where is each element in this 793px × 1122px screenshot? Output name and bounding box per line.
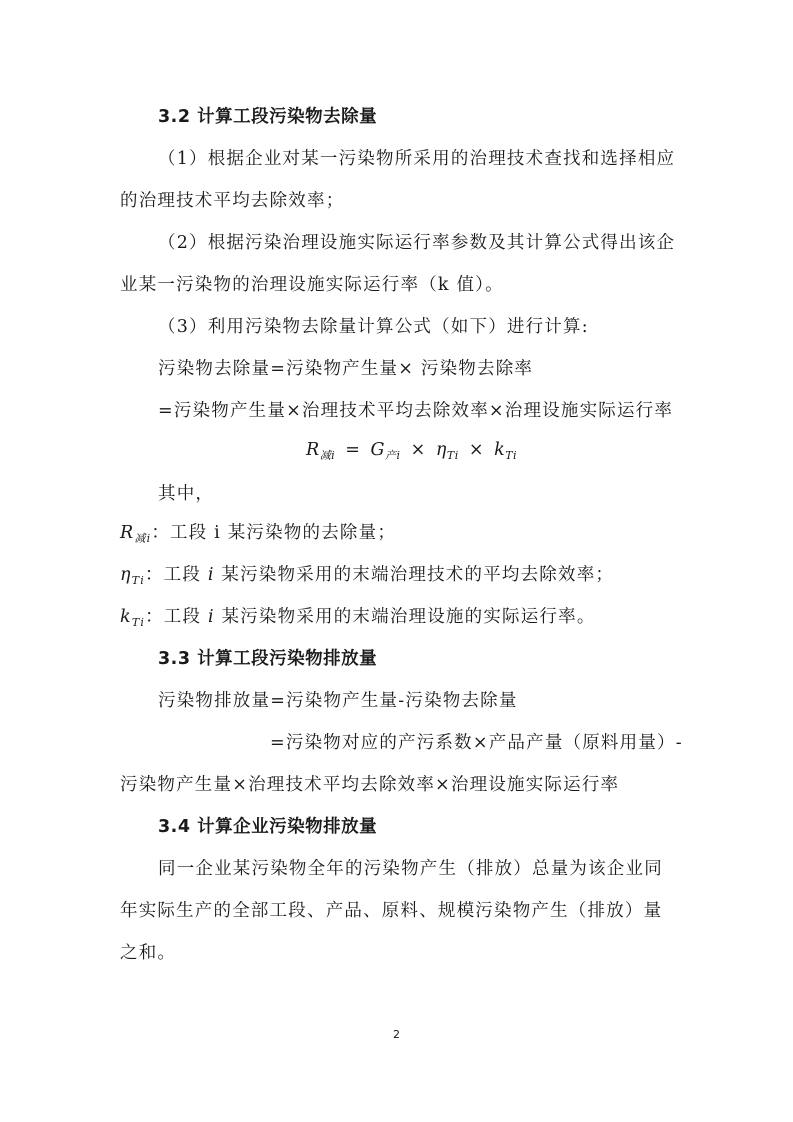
paragraph-2-line-1: （2）根据污染治理设施实际运行率参数及其计算公式得出该企 <box>158 233 676 253</box>
def-k-var: i <box>207 607 215 627</box>
emission-formula-line-1: 污染物排放量=污染物产生量-污染物去除量 <box>158 691 518 711</box>
definition-eta <box>120 563 614 593</box>
def-k-text-b: 某污染物采用的末端治理设施的实际运行率。 <box>214 607 596 627</box>
definition-R <box>120 521 396 551</box>
eq-G-sub: 产i <box>385 449 401 462</box>
def-R-sub: 减i <box>134 532 152 545</box>
removal-equation <box>306 438 517 468</box>
eq-eta: η <box>435 440 447 460</box>
section-3-3-heading: 3.3 计算工段污染物排放量 <box>158 649 378 669</box>
removal-formula-line-2: =污染物产生量×治理技术平均去除效率×治理设施实际运行率 <box>158 401 674 421</box>
where-label: 其中， <box>158 484 215 504</box>
eq-eta-sub: Ti <box>446 449 459 462</box>
eq-times-2: × <box>468 440 484 460</box>
definition-k <box>120 605 596 635</box>
def-eta-var: i <box>207 565 215 585</box>
eq-R-sub: 减i <box>319 449 336 462</box>
section-3-2-heading: 3.2 计算工段污染物去除量 <box>158 107 378 127</box>
eq-k: k <box>494 440 506 460</box>
eq-times-1: × <box>410 440 426 460</box>
page-number: 2 <box>393 1028 400 1041</box>
def-k-text-a: ：工段 <box>145 607 208 627</box>
eq-k-sub: Ti <box>505 449 518 462</box>
def-R-symbol: R <box>120 523 135 543</box>
removal-formula-line-1: 污染物去除量=污染物产生量× 污染物去除率 <box>158 359 534 379</box>
def-R-text: ：工段 i 某污染物的去除量； <box>151 523 397 543</box>
def-eta-sub: Ti <box>131 574 145 587</box>
eq-G: G <box>370 440 386 460</box>
emission-formula-line-2: =污染物对应的产污系数×产品产量（原料用量）- <box>270 733 683 753</box>
paragraph-1-line-2: 的治理技术平均去除效率； <box>120 191 345 211</box>
paragraph-2-line-2: 业某一污染物的治理设施实际运行率（k 值）。 <box>120 275 504 295</box>
paragraph-4-line-3: 之和。 <box>120 943 177 963</box>
def-k-symbol: k <box>120 607 132 627</box>
def-eta-symbol: η <box>120 565 132 585</box>
eq-R: R <box>306 440 320 460</box>
emission-formula-line-3: 污染物产生量×治理技术平均去除效率×治理设施实际运行率 <box>120 775 620 795</box>
eq-equals: = <box>345 440 361 460</box>
def-eta-text-b: 某污染物采用的末端治理技术的平均去除效率； <box>214 565 615 585</box>
paragraph-1-line-1: （1）根据企业对某一污染物所采用的治理技术查找和选择相应 <box>158 149 676 169</box>
paragraph-3: （3）利用污染物去除量计算公式（如下）进行计算: <box>158 317 589 337</box>
def-eta-text-a: ：工段 <box>144 565 208 585</box>
section-3-4-heading: 3.4 计算企业污染物排放量 <box>158 817 378 837</box>
paragraph-4-line-2: 年实际生产的全部工段、产品、原料、规模污染物产生（排放）量 <box>120 901 663 921</box>
def-k-sub: Ti <box>131 616 146 629</box>
paragraph-4-line-1: 同一企业某污染物全年的污染物产生（排放）总量为该企业同 <box>158 859 663 879</box>
